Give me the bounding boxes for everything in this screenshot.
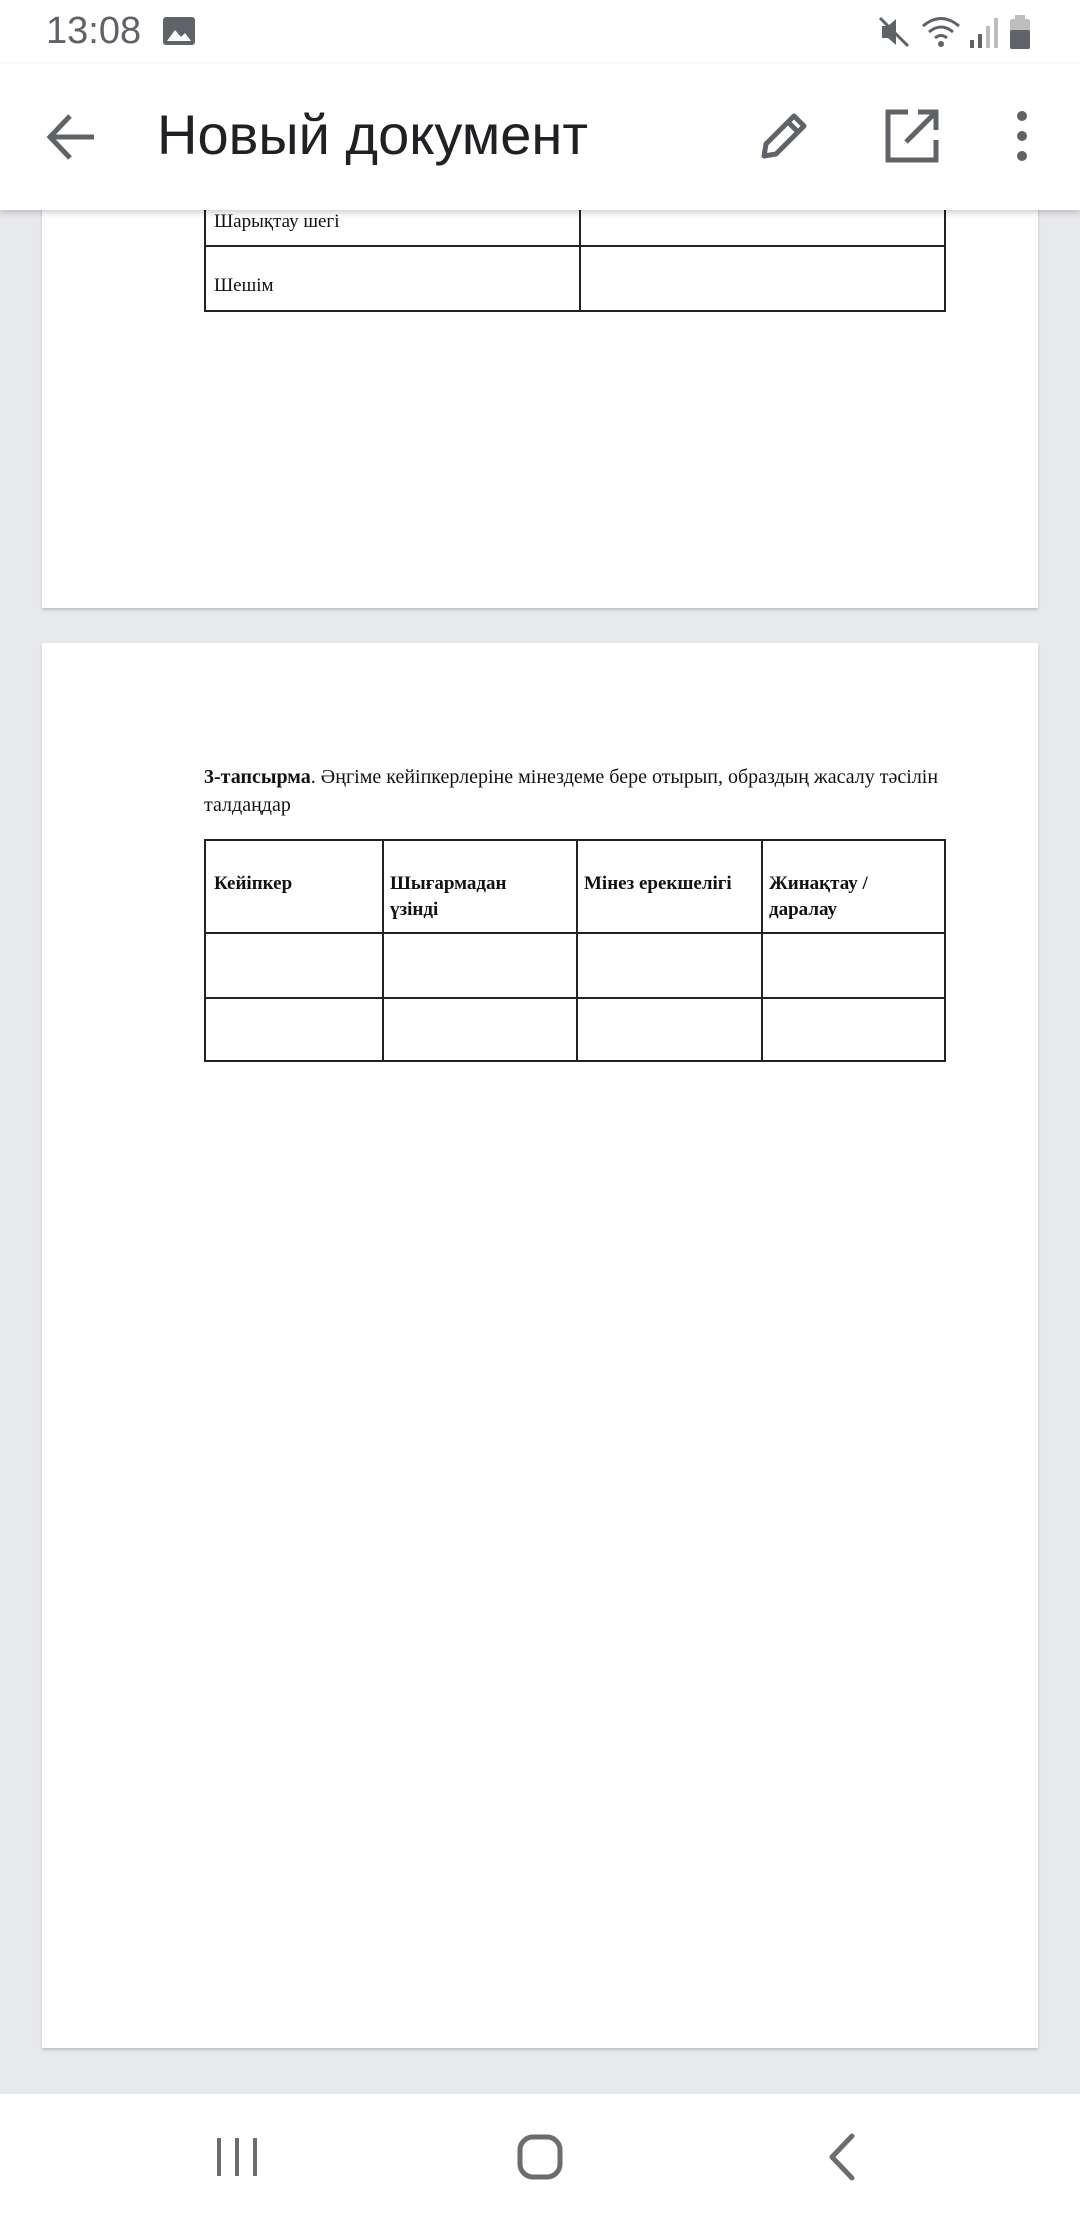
task-number: 3-тапсырма [204,766,311,788]
task-instruction: . Әңгіме кейіпкерлеріне мінездеме бере отырып, образдың жасалу тәсілін талдаңдар [204,766,939,816]
table-header-excerpt: Шығармадан үзінді [390,873,507,920]
table-cell-label: Шарықтау шегі [214,211,340,232]
document-title: Новый документ [157,103,588,166]
document-page-1[interactable] [42,150,1038,608]
back-icon[interactable] [808,2122,878,2192]
table-header-trait: Мінез ерекшелігі [584,873,732,894]
document-page-2[interactable] [42,643,1038,2048]
table-row-divider [206,997,944,999]
more-vert-icon[interactable] [1000,104,1044,168]
back-arrow-icon[interactable] [40,106,102,168]
character-analysis-table [204,839,946,1062]
signal-icon [968,14,1000,50]
table-column-divider [576,841,578,1060]
battery-icon [1008,14,1032,50]
navigation-bar [0,2094,1080,2220]
status-time: 13:08 [46,10,142,52]
table-column-divider [382,841,384,1060]
table-header-character: Кейіпкер [214,873,293,894]
wifi-icon [920,14,962,50]
table-cell-label: Шешім [214,275,274,296]
open-external-icon[interactable] [880,104,944,168]
mute-icon [876,14,912,50]
recent-apps-icon[interactable] [202,2122,272,2192]
table-row [206,247,944,310]
table-header-typification: Жинақтау / даралау [769,873,868,920]
status-bar [0,0,1080,64]
image-icon [162,16,196,46]
home-icon[interactable] [505,2122,575,2192]
edit-pencil-icon[interactable] [752,104,816,168]
app-bar [0,64,1080,210]
table-row-divider [206,932,944,934]
task-heading [204,763,944,819]
